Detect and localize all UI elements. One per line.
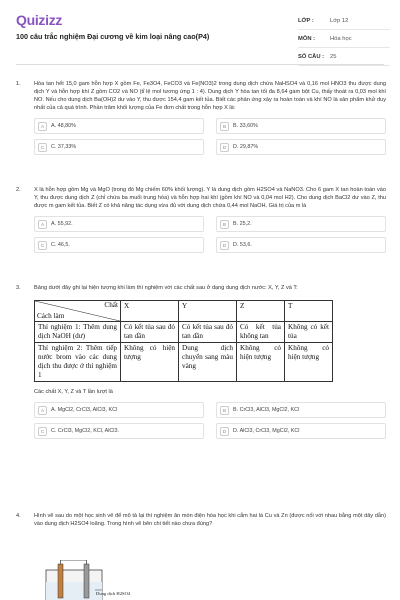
table-cell: Có kết tủa không tan: [237, 322, 285, 343]
option-letter: C: [38, 241, 47, 250]
solution-shape: [46, 582, 102, 600]
col-header: Y: [179, 301, 237, 322]
col-header: Z: [237, 301, 285, 322]
header-divider: [16, 64, 384, 65]
header-cach-lam: Cách làm: [37, 312, 65, 321]
col-header: X: [121, 301, 179, 322]
question-number: 3.: [16, 285, 21, 291]
meta-value: Lớp 12: [330, 17, 349, 24]
option-text: C. CrCl3, MgCl2, KCl, AlCl3.: [51, 428, 119, 435]
table-cell: Không có hiện tượng: [121, 343, 179, 382]
option-letter: A: [38, 122, 47, 131]
option-letter: C: [38, 427, 47, 436]
option-b[interactable]: [216, 216, 386, 232]
page-title: 100 câu trắc nghiệm Đại cương về kim loại nâng cao(P4): [16, 32, 210, 41]
option-letter: C: [38, 143, 47, 152]
quizizz-logo: Quizizz: [16, 12, 63, 28]
options: [34, 118, 386, 155]
option-text: C. 46,5.: [51, 242, 70, 249]
option-b[interactable]: [216, 402, 386, 418]
options: [34, 216, 386, 253]
question-number: 4.: [16, 513, 21, 519]
option-text: D. 29,87%: [233, 144, 259, 151]
meta-value: 25: [330, 53, 337, 60]
option-text: A. MgCl2, CrCl3, AlCl3, KCl: [51, 407, 118, 414]
zinc-plate-shape: [84, 564, 89, 598]
option-text: C. 37,33%: [51, 144, 77, 151]
table-cell: Có kết tủa sau đó tan dần: [121, 322, 179, 343]
question-3: [16, 284, 386, 439]
table-cell: Dung dịch chuyển sang màu vàng: [179, 343, 237, 382]
figure-label: Dung dịch H2SO4: [96, 591, 131, 596]
question-text: Hòa tan hết 15,0 gam hỗn hợp X gồm Fe, Fe3O4, FeCO3 và Fe(NO3)2 trong dung dịch chứa NaHSO4 và 0,16 mol HNO3 thu được dung dịch Y và hỗn hợp khí Z gồm CO2 và NO (tỉ lệ mol tương ứng 1 : 4). Dung dịch Y hòa tan tối đa 8,64 gam bột Cu, thấy thoát ra 0,03 mol khí NO. Nếu cho dung dịch Ba(OH)2 dư vào Y, thu được 154,4 gam kết tủa. Biết các phản ứng xảy ra hoàn toàn và khí NO là sản phẩm khử duy nhất của cả quá trình. Phần trăm khối lượng của Fe đơn chất trong hỗn hợp X là:: [34, 81, 386, 112]
option-text: B. 33,60%: [233, 123, 258, 130]
meta-value: Hóa học: [330, 35, 352, 42]
option-letter: D: [220, 143, 229, 152]
table-row: [35, 343, 333, 382]
question-1: [16, 80, 386, 155]
meta-label: MÔN :: [298, 35, 316, 42]
option-letter: A: [38, 220, 47, 229]
wire-shape: [61, 560, 87, 564]
option-text: A. 48,80%: [51, 123, 76, 130]
option-letter: B: [220, 122, 229, 131]
copper-plate-shape: [58, 564, 63, 598]
meta-row-subject: [298, 30, 390, 48]
option-text: A. 55,92.: [51, 221, 73, 228]
question-number: 2.: [16, 187, 21, 193]
option-letter: B: [220, 406, 229, 415]
option-letter: D: [220, 427, 229, 436]
question-followup: Các chất X, Y, Z và T lần lượt là: [34, 389, 113, 396]
question-text: Hình vẽ sau do một học sinh vẽ để mô tả lại thí nghiệm ăn mòn điện hóa học khi cắm hai lá Cu và Zn (được nối với nhau bằng một dây dẫn) vào dung dịch H2SO4 loãng. Trong hình vẽ bên chi tiết nào chưa đúng?: [34, 513, 386, 528]
table-cell: Không có hiện tượng: [237, 343, 285, 382]
question-text: Bảng dưới đây ghi lại hiện tượng khi làm thí nghiệm với các chất sau ở dạng dung dịch nước: X, Y, Z và T:: [34, 285, 298, 291]
option-d[interactable]: [216, 237, 386, 253]
option-d[interactable]: [216, 139, 386, 155]
question-number: 1.: [16, 81, 21, 87]
table-cell: Có kết tủa sau đó tan dần: [179, 322, 237, 343]
header-chat: Chất: [104, 301, 118, 310]
row-label: Thí nghiệm 2: Thêm tiếp nước brom vào các dung dịch thu được ở thí nghiệm 1: [35, 343, 121, 382]
option-text: D. AlCl3, CrCl3, MgCl2, KCl: [233, 428, 300, 435]
table-cell: Không có hiện tượng: [285, 343, 333, 382]
option-c[interactable]: [34, 139, 204, 155]
option-a[interactable]: [34, 118, 204, 134]
option-letter: D: [220, 241, 229, 250]
option-text: B. 25,2.: [233, 221, 252, 228]
col-header: T: [285, 301, 333, 322]
question-4: [16, 512, 386, 528]
option-a[interactable]: [34, 402, 204, 418]
option-c[interactable]: [34, 423, 204, 439]
option-d[interactable]: [216, 423, 386, 439]
table-row: [35, 322, 333, 343]
experiment-table: [34, 300, 333, 382]
option-text: D. 53,6.: [233, 242, 252, 249]
option-letter: B: [220, 220, 229, 229]
table-cell: Không có kết tủa: [285, 322, 333, 343]
meta-row-class: [298, 12, 390, 30]
table-corner-header: [35, 301, 121, 322]
meta-label: SỐ CÂU :: [298, 53, 325, 60]
question-2: [16, 186, 386, 253]
option-a[interactable]: [34, 216, 204, 232]
meta-label: LỚP :: [298, 17, 314, 24]
option-letter: A: [38, 406, 47, 415]
options: [34, 402, 386, 439]
option-c[interactable]: [34, 237, 204, 253]
question-text: X là hỗn hợp gồm Mg và MgO (trong đó Mg chiếm 60% khối lượng). Y là dung dịch gồm H2SO4 và NaNO3. Cho 6 gam X tan hoàn toàn vào Y, thu được dung dịch Z (chỉ chứa ba muối trung hòa) và hỗn hợp hai khí (gồm khí NO và 0,04 mol H2). Cho dung dịch BaCl2 dư vào Z, thu được m gam kết tủa. Biết Z có khả năng tác dụng vừa đủ với dung dịch chứa 0,44 mol NaOH. Giá trị của m là: [34, 187, 386, 210]
meta-info: [298, 12, 390, 66]
option-b[interactable]: [216, 118, 386, 134]
option-text: B. CrCl3, AlCl3, MgCl2, KCl: [233, 407, 300, 414]
row-label: Thí nghiệm 1: Thêm dung dịch NaOH (dư): [35, 322, 121, 343]
